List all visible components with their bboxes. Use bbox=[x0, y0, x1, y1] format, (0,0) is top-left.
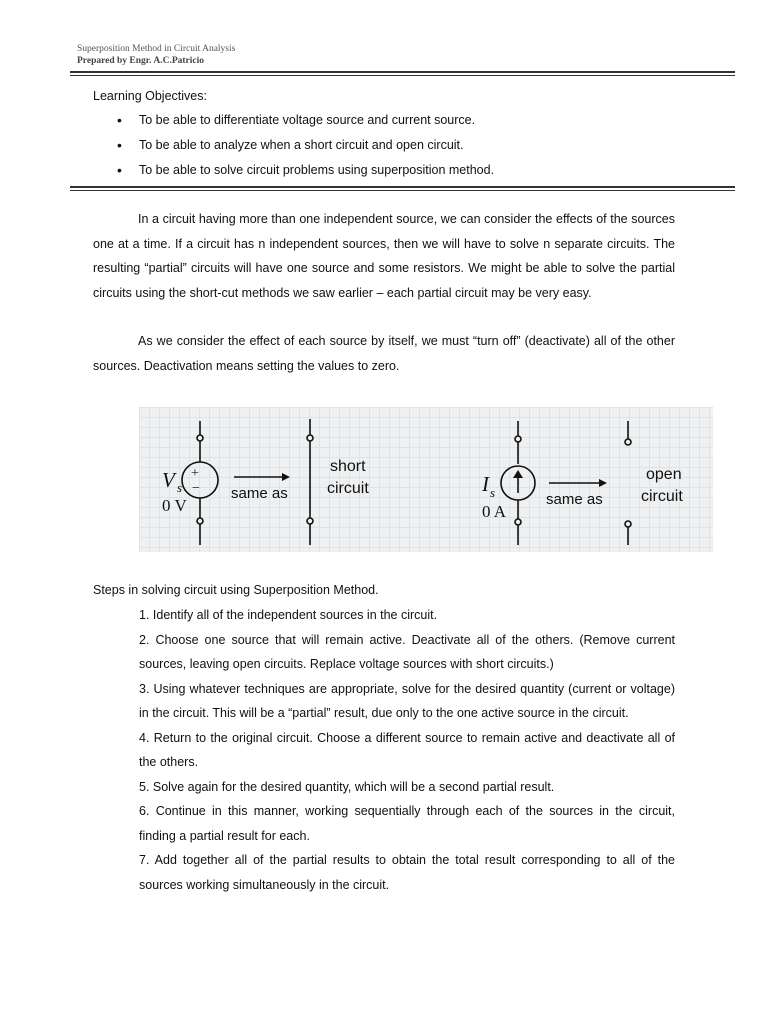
current-symbol: I bbox=[482, 472, 489, 496]
steps-list bbox=[139, 603, 675, 897]
short-label-line2: circuit bbox=[327, 480, 369, 497]
page-header bbox=[77, 43, 235, 67]
terminal-icon bbox=[625, 521, 631, 527]
header-author: Prepared by Engr. A.C.Patricio bbox=[77, 56, 205, 66]
current-subscript: s bbox=[490, 485, 496, 500]
short-label-line1: short bbox=[330, 458, 366, 475]
arrow-head-icon bbox=[599, 479, 607, 487]
source-deactivation-figure bbox=[139, 407, 713, 552]
top-divider bbox=[70, 71, 735, 76]
circuit-diagram bbox=[139, 407, 713, 552]
terminal-icon bbox=[515, 436, 521, 442]
terminal-icon bbox=[307, 435, 313, 441]
objective-item: • To be able to differentiate voltage source and current source. bbox=[117, 112, 476, 128]
terminal-icon bbox=[197, 435, 203, 441]
objective-item: • To be able to solve circuit problems using superposition method. bbox=[117, 162, 495, 178]
terminal-icon bbox=[515, 519, 521, 525]
objectives-title: Learning Objectives: bbox=[93, 89, 207, 103]
open-label-line1: open bbox=[646, 466, 682, 483]
steps-title: Steps in solving circuit using Superposition Method. bbox=[93, 583, 379, 597]
bullet-icon: • bbox=[117, 162, 122, 178]
step-item: 6. Continue in this manner, working sequentially through each of the sources in the circuit, finding a partial result for each. bbox=[139, 804, 675, 843]
same-as-label: same as bbox=[546, 491, 603, 508]
terminal-icon bbox=[197, 518, 203, 524]
terminal-icon bbox=[625, 439, 631, 445]
open-label-line2: circuit bbox=[641, 488, 683, 505]
same-as-label: same as bbox=[231, 485, 288, 502]
intro-paragraph-1: In a circuit having more than one independent source, we can consider the effects of the sources one at a time. If a circuit has n independent sources, then we will have to solve n separate circuits. The resulting “partial” circuits will have one source and some resistors. We might be able to solve the partial circuits using the short-cut methods we saw earlier – each partial circuit may be very easy. bbox=[93, 212, 675, 300]
step-item: 4. Return to the original circuit. Choose a different source to remain active and deactivate all of the others. bbox=[139, 730, 675, 769]
current-value: 0 A bbox=[482, 502, 507, 521]
current-arrow-head-icon bbox=[513, 470, 523, 478]
minus-sign: − bbox=[192, 481, 200, 496]
objective-item: • To be able to analyze when a short circuit and open circuit. bbox=[117, 137, 464, 153]
voltage-value: 0 V bbox=[162, 496, 187, 515]
objectives-divider bbox=[70, 186, 735, 191]
step-item: 3. Using whatever techniques are appropriate, solve for the desired quantity (current or voltage) in the circuit. This will be a “partial” result, due only to the one active source in the circuit. bbox=[139, 681, 675, 720]
voltage-source-icon bbox=[182, 462, 218, 498]
voltage-symbol: V bbox=[162, 468, 175, 492]
arrow-head-icon bbox=[282, 473, 290, 481]
plus-sign: + bbox=[191, 466, 199, 481]
step-item: 1. Identify all of the independent sources in the circuit. bbox=[139, 608, 438, 622]
step-item: 5. Solve again for the desired quantity, which will be a second partial result. bbox=[139, 779, 555, 794]
header-title: Superposition Method in Circuit Analysis bbox=[77, 44, 236, 54]
step-item: 2. Choose one source that will remain active. Deactivate all of the others. (Remove current sources, leaving open circuits. Replace voltage sources with short circuits.) bbox=[139, 632, 675, 671]
step-item: 7. Add together all of the partial results to obtain the total result corresponding to all of the sources working simultaneously in the circuit. bbox=[139, 853, 675, 892]
terminal-icon bbox=[307, 518, 313, 524]
bullet-icon: • bbox=[117, 112, 122, 128]
voltage-subscript: s bbox=[177, 480, 183, 495]
intro-paragraph-2: As we consider the effect of each source by itself, we must “turn off” (deactivate) all of the other sources. Deactivation means setting the values to zero. bbox=[93, 334, 675, 373]
objectives-list bbox=[117, 112, 494, 187]
bullet-icon: • bbox=[117, 137, 122, 153]
